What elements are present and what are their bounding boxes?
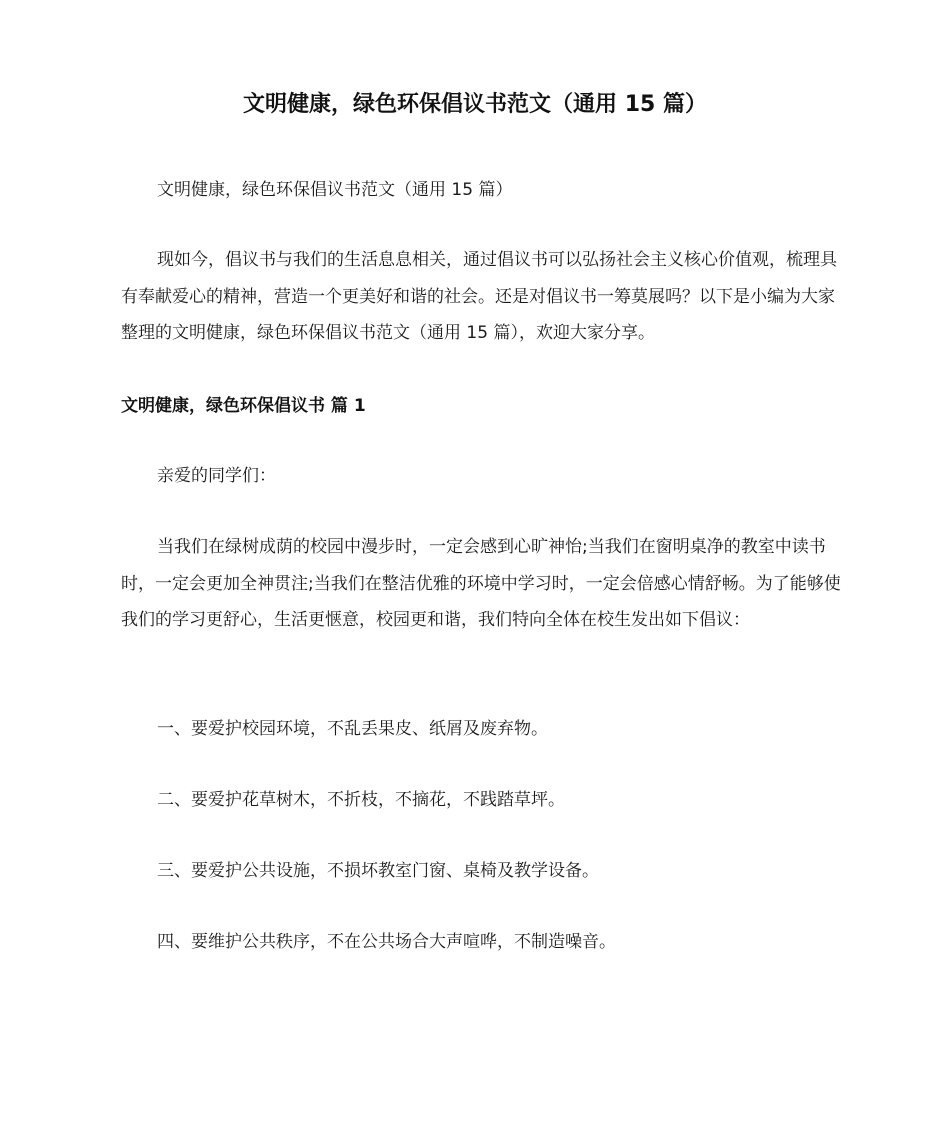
greeting: 亲爱的同学们： [157, 466, 276, 486]
list-item: 四、要维护公共秩序，不在公共场合大声喧哗，不制造噪音。 [157, 932, 616, 952]
section-heading: 文明健康，绿色环保倡议书 篇 1 [121, 396, 366, 416]
subtitle-line: 文明健康，绿色环保倡议书范文（通用 15 篇） [157, 180, 513, 200]
body-paragraph: 当我们在绿树成荫的校园中漫步时，一定会感到心旷神怡;当我们在窗明桌净的教室中读书时，一定会更加全神贯注;当我们在整洁优雅的环境中学习时，一定会倍感心情舒畅。为了能够使我们的学习更舒心，生活更惬意，校园更和谐，我们特向全体在校生发出如下倡议： [121, 537, 841, 630]
list-item: 一、要爱护校园环境，不乱丢果皮、纸屑及废弃物。 [157, 719, 548, 739]
intro-paragraph: 现如今，倡议书与我们的生活息息相关，通过倡议书可以弘扬社会主义核心价值观，梳理具有奉献爱心的精神，营造一个更美好和谐的社会。还是对倡议书一筹莫展吗？以下是小编为大家整理的文明健康，绿色环保倡议书范文（通用 15 篇），欢迎大家分享。 [121, 250, 837, 343]
document-title: 文明健康，绿色环保倡议书范文（通用 15 篇） [243, 92, 707, 117]
list-item: 三、要爱护公共设施，不损坏教室门窗、桌椅及教学设备。 [157, 861, 599, 881]
list-item: 二、要爱护花草树木，不折枝，不摘花，不践踏草坪。 [157, 790, 565, 810]
